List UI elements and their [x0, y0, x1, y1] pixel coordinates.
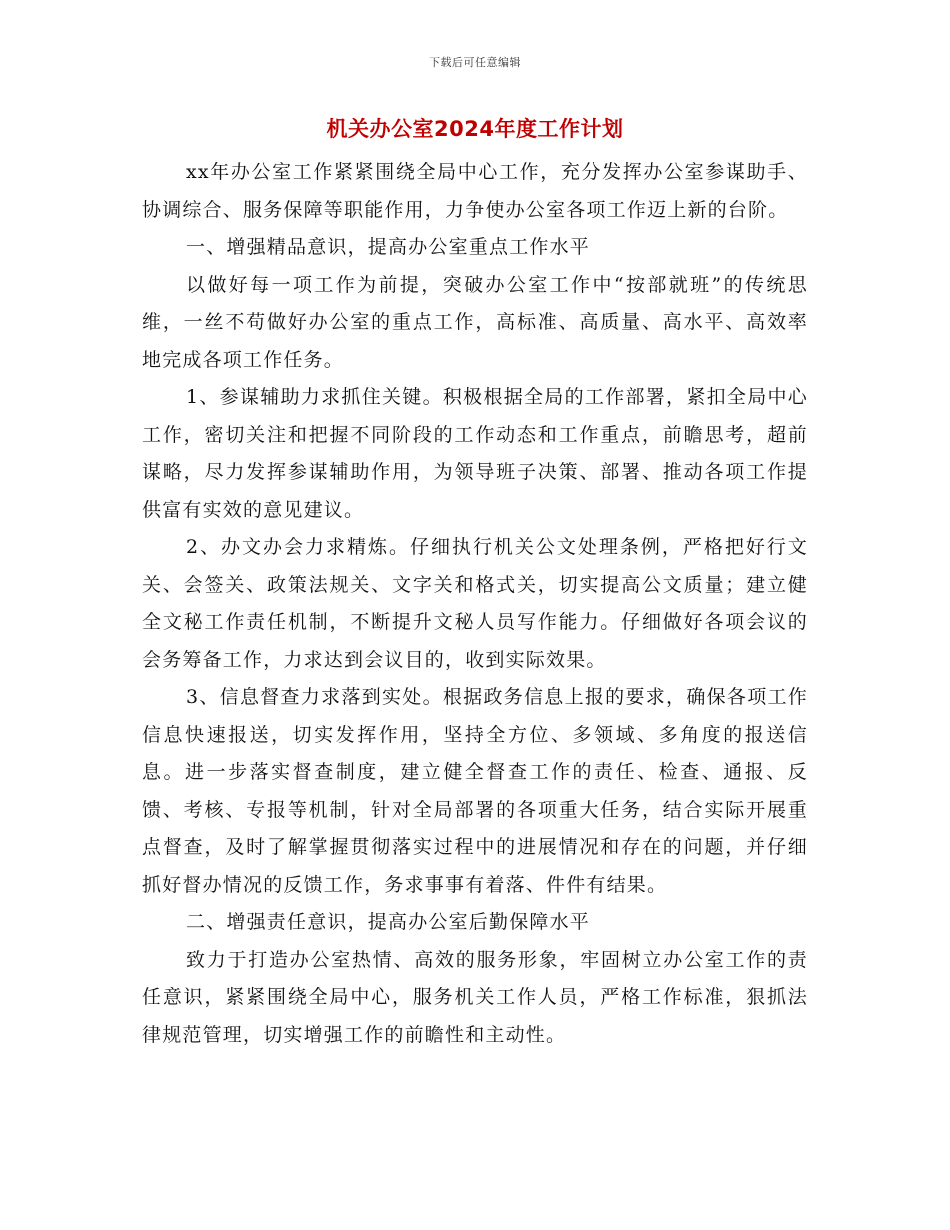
intro-paragraph: xx年办公室工作紧紧围绕全局中心工作，充分发挥办公室参谋助手、协调综合、服务保障等职能作用，力争使办公室各项工作迈上新的台阶。 [142, 161, 808, 221]
section-heading-2: 二、增强责任意识，提高办公室后勤保障水平 [186, 911, 591, 933]
list-item-3: 3、信息督查力求落到实处。根据政务信息上报的要求，确保各项工作信息快速报送，切实发挥作用，坚持全方位、多领域、多角度的报送信息。进一步落实督查制度，建立健全督查工作的责任、检查、通报、反馈、考核、专报等机制，针对全局部署的各项重大任务，结合实际开展重点督查，及时了解掌握贯彻落实过程中的进展情况和存在的问题，并仔细抓好督办情况的反馈工作，务求事事有着落、件件有结果。 [142, 686, 808, 896]
list-item-2: 2、办文办会力求精炼。仔细执行机关公文处理条例，严格把好行文关、会签关、政策法规关、文字关和格式关，切实提高公文质量；建立健全文秘工作责任机制，不断提升文秘人员写作能力。仔细做好各项会议的会务筹备工作，力求达到会议目的，收到实际效果。 [142, 536, 808, 671]
page-header-note: 下载后可任意编辑 [429, 56, 521, 69]
section-heading-1: 一、增强精品意识，提高办公室重点工作水平 [186, 236, 591, 258]
list-item-1: 1、参谋辅助力求抓住关键。积极根据全局的工作部署，紧扣全局中心工作，密切关注和把握不同阶段的工作动态和工作重点，前瞻思考，超前谋略，尽力发挥参谋辅助作用，为领导班子决策、部署、推动各项工作提供富有实效的意见建议。 [142, 386, 808, 521]
body-paragraph: 致力于打造办公室热情、高效的服务形象，牢固树立办公室工作的责任意识，紧紧围绕全局中心，服务机关工作人员，严格工作标准，狠抓法律规范管理，切实增强工作的前瞻性和主动性。 [142, 948, 808, 1046]
document-body [142, 154, 808, 1054]
body-paragraph: 以做好每一项工作为前提，突破办公室工作中“按部就班”的传统思维，一丝不苟做好办公室的重点工作，高标准、高质量、高水平、高效率地完成各项工作任务。 [142, 273, 808, 371]
document-title: 机关办公室2024年度工作计划 [326, 117, 624, 141]
